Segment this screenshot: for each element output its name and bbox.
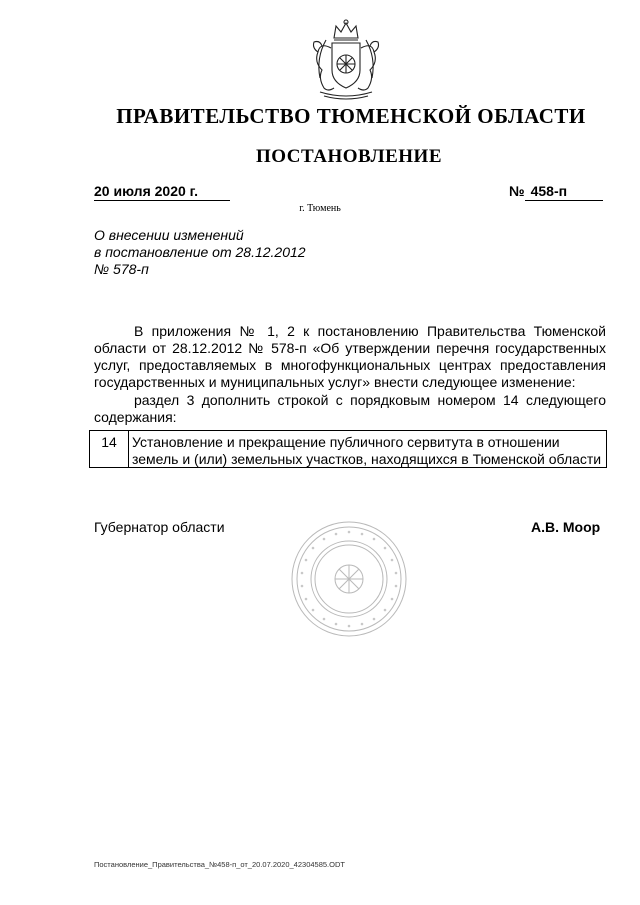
body-paragraph: В приложения № 1, 2 к постановлению Правительства Тюменской области от 28.12.2012 № 578-п «Об утверждении перечня государственных услуг, предоставляемых в многофункциональных центрах предоставления государственных и муниципальных услуг» внести следующее изменение:	[94, 323, 606, 390]
number-sign: №	[509, 183, 525, 199]
document-type-title: ПОСТАНОВЛЕНИЕ	[255, 146, 443, 167]
document-number-block	[509, 183, 603, 201]
signer-name: А.В. Моор	[531, 519, 601, 535]
table-row-number: 14	[90, 431, 129, 467]
document-date: 20 июля 2020 г.	[94, 183, 230, 201]
subject-line: в постановление от 28.12.2012	[94, 244, 306, 260]
amendment-table-row	[89, 430, 607, 468]
table-row-text-line: земель и (или) земельных участков, находящихся в Тюменской области	[132, 451, 602, 467]
document-subject	[94, 227, 306, 278]
official-seal-icon	[290, 520, 408, 638]
file-name-footer: Постановление_Правительства_№458-п_от_20.07.2020_42304585.ODT	[94, 860, 345, 869]
coat-of-arms-icon	[306, 18, 386, 102]
government-title: ПРАВИТЕЛЬСТВО ТЮМЕНСКОЙ ОБЛАСТИ	[116, 104, 586, 128]
subject-line: № 578-п	[94, 261, 149, 277]
city-label: г. Тюмень	[299, 203, 341, 214]
body-paragraph: раздел 3 дополнить строкой с порядковым номером 14 следующего содержания:	[94, 392, 606, 425]
document-number: 458-п	[525, 183, 603, 201]
table-row-text-line: Установление и прекращение публичного сервитута в отношении	[132, 434, 560, 450]
table-row-text	[129, 431, 606, 467]
subject-line: О внесении изменений	[94, 227, 244, 243]
signer-position: Губернатор области	[94, 519, 225, 535]
